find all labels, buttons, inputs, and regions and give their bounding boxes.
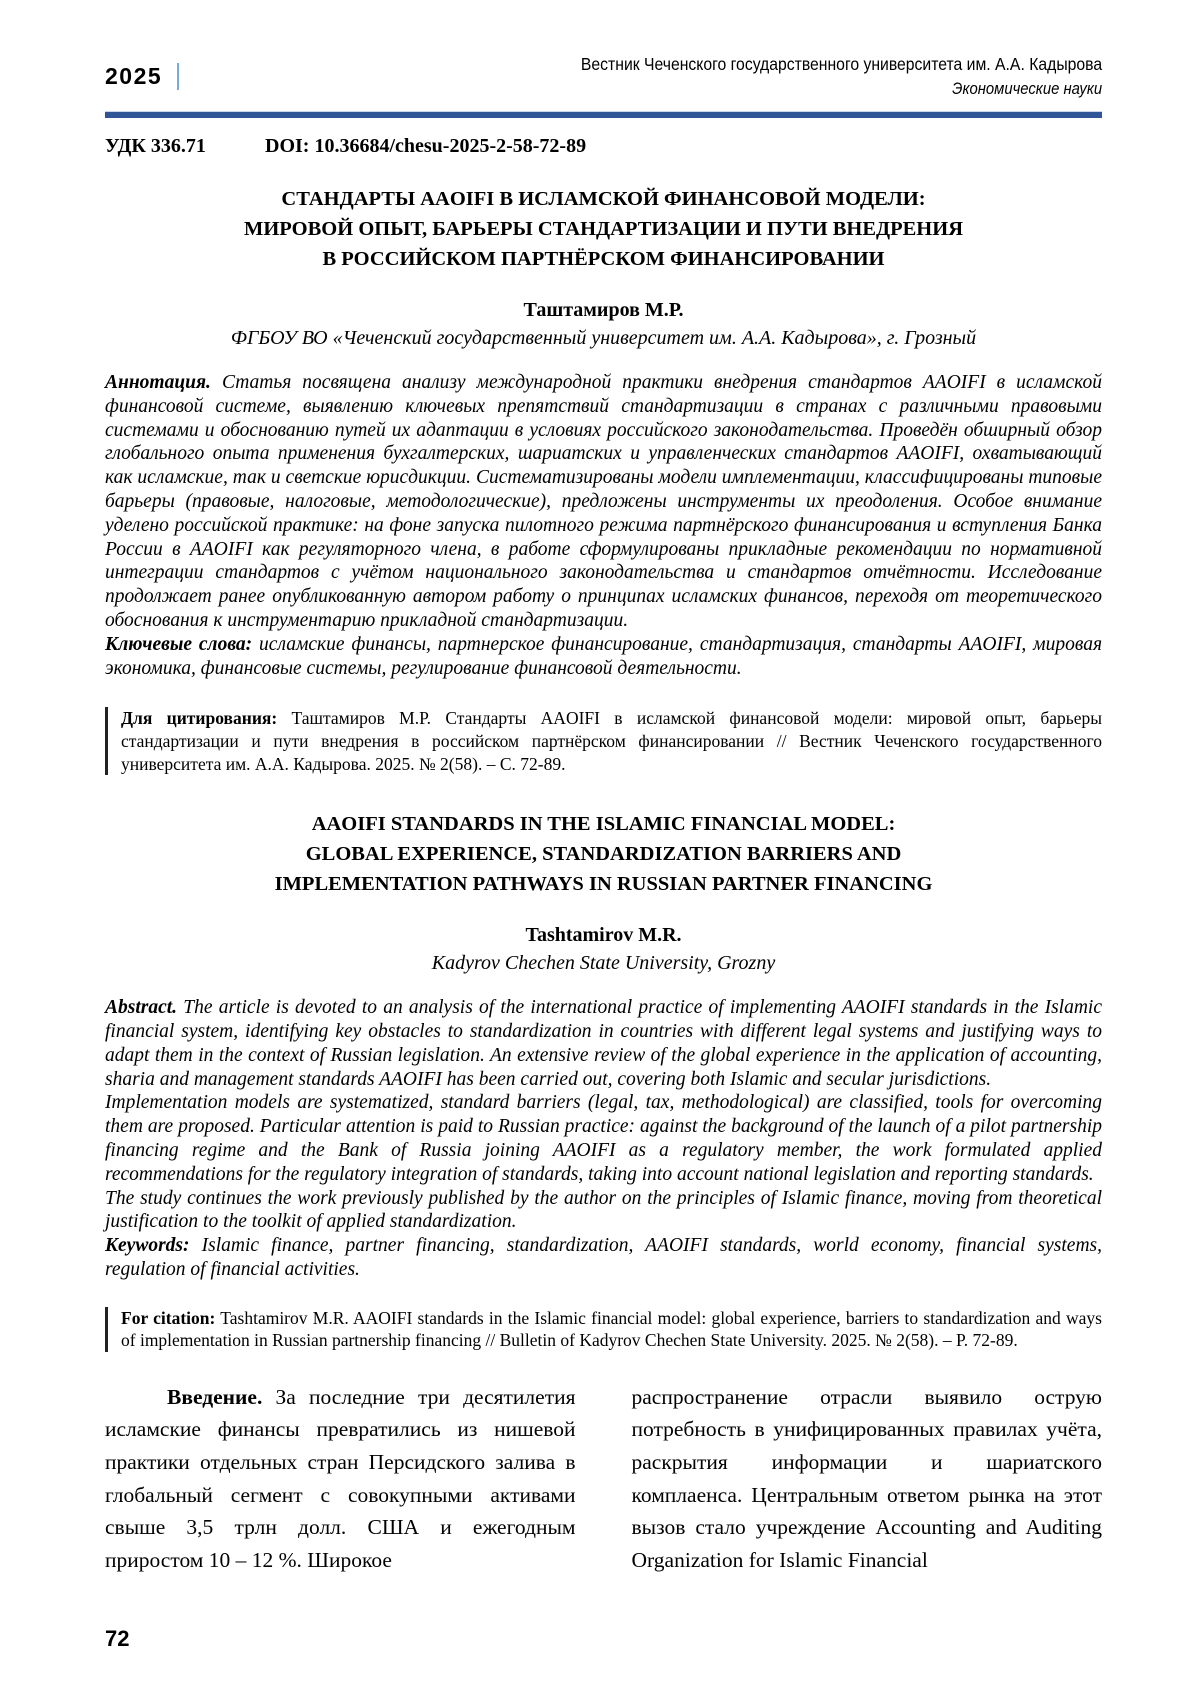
intro-label: Введение. xyxy=(167,1384,263,1409)
running-head xyxy=(105,54,1102,99)
meta-row xyxy=(105,135,1102,158)
abstract-en xyxy=(105,996,1102,1282)
journal-head xyxy=(581,54,1102,99)
keywords-en: Keywords: Islamic finance, partner financing, standardization, AAOIFI standards, world economy, financial systems, regulation of financial activities. xyxy=(105,1235,1102,1280)
author-en: Tashtamirov M.R. xyxy=(525,924,682,947)
body-paragraph-continued: распространение отрасли выявило острую потребность в унифицированных правилах учёта, раскрытия информации и шариатского комплаенса. Центральным ответом рынка на этот вызов стало учреждение Accounting and Auditing Organization for Islamic Financial xyxy=(631,1384,1102,1572)
doi-label: DOI: 10.36684/chesu-2025-2-58-72-89 xyxy=(265,135,587,157)
citation-ru-label: Для цитирования: xyxy=(121,708,278,729)
year-divider-bar xyxy=(177,63,179,90)
affiliation-en: Kadyrov Chechen State University, Grozny xyxy=(431,952,776,975)
affiliation-ru: ФГБОУ ВО «Чеченский государственный университет им. А.А. Кадырова», г. Грозный xyxy=(230,327,977,349)
abstract-en-p3: The study continues the work previously published by the author on the principles of Islamic finance, moving from theoretical justification to the toolkit of applied standardization. xyxy=(105,1187,1102,1233)
year-label: 2025 xyxy=(105,63,163,89)
keywords-ru: Ключевые слова: исламские финансы, партнерское финансирование, стандартизация, стандарты AAOIFI, мировая экономика, финансовые системы, регулирование финансовой деятельности. xyxy=(105,633,1103,679)
citation-ru: Для цитирования: Таштамиров М.Р. Стандарты AAOIFI в исламской финансовой модели: мировой опыт, барьеры стандартизации и пути внедрения в российском партнёрском финансировании // Вестник Чеченского государственного университета им. А.А. Кадырова. 2025. № 2(58). – С. 72-89. xyxy=(105,707,1102,775)
article-title-ru-line2: МИРОВОЙ ОПЫТ, БАРЬЕРЫ СТАНДАРТИЗАЦИИ И ПУТИ ВНЕДРЕНИЯ xyxy=(243,218,964,240)
citation-en: For citation: Tashtamirov M.R. AAOIFI standards in the Islamic financial model: global experience, barriers to standardization and ways of implementation in Russian partnership financing // Bulletin of Kadyrov Chechen State University. 2025. № 2(58). – P. 72-89. xyxy=(105,1307,1102,1352)
article-title-ru xyxy=(105,184,1102,274)
year-block xyxy=(105,63,179,90)
keywords-en-label: Keywords: xyxy=(105,1235,190,1257)
article-title-ru-line1: СТАНДАРТЫ AAOIFI В ИСЛАМСКОЙ ФИНАНСОВОЙ МОДЕЛИ: xyxy=(281,188,926,210)
abstract-ru-label: Аннотация. xyxy=(105,372,211,393)
header-rule xyxy=(105,111,1102,118)
journal-section: Экономические науки xyxy=(952,80,1102,98)
article-title-en-line1: AAOIFI STANDARDS IN THE ISLAMIC FINANCIAL MODEL: xyxy=(311,813,896,836)
article-title-en-line3: IMPLEMENTATION PATHWAYS IN RUSSIAN PARTNER FINANCING xyxy=(274,873,933,896)
article-title-en-line2: GLOBAL EXPERIENCE, STANDARDIZATION BARRIERS AND xyxy=(305,843,902,866)
body-columns xyxy=(105,1381,1102,1577)
abstract-en-p2: Implementation models are systematized, standard barriers (legal, tax, methodological) are classified, tools for overcoming them are proposed. Particular attention is paid to Russian practice: against the background of the launch of a pilot partnership financing regime and the Bank of Russia joining AAOIFI as a regulatory member, the work formulated applied recommendations for the regulatory integration of standards, taking into account national legislation and reporting standards. xyxy=(105,1092,1102,1185)
body-column-right xyxy=(632,1381,1103,1577)
keywords-ru-label: Ключевые слова: xyxy=(105,633,253,655)
article-title-en xyxy=(105,809,1102,899)
journal-title: Вестник Чеченского государственного университета им. А.А. Кадырова xyxy=(580,54,1102,74)
article-title-ru-line3: В РОССИЙСКОМ ПАРТНЁРСКОМ ФИНАНСИРОВАНИИ xyxy=(322,248,885,270)
udk-label: УДК 336.71 xyxy=(105,135,206,157)
citation-en-label: For citation: xyxy=(121,1307,216,1328)
author-ru: Таштамиров М.Р. xyxy=(523,299,684,321)
abstract-ru-text: Аннотация. Статья посвящена анализу международной практики внедрения стандартов AAOIFI в исламской финансовой системе, выявлению ключевых препятствий стандартизации в странах с различными правовыми системами и обоснованию путей их адаптации в условиях российского законодательства. Проведён обширный обзор глобального опыта применения бухгалтерских, шариатских и управленческих стандартов AAOIFI, охватывающий как исламские, так и светские юрисдикции. Систематизированы модели имплементации, классифицированы типовые барьеры (правовые, налоговые, методологические), предложены инструменты их преодоления. Особое внимание уделено российской практике: на фоне запуска пилотного режима партнёрского финансирования и вступления Банка России в AAOIFI как регуляторного члена, в работе сформулированы прикладные рекомендации по нормативной интеграции стандартов с учётом национального законодательства и стандартов отчётности. Исследование продолжает ранее опубликованную автором работу о принципах исламских финансов, переходя от теоретического обоснования к инструментарию прикладной стандартизации. xyxy=(105,372,1103,631)
page-number: 72 xyxy=(105,1626,130,1651)
abstract-en-label: Abstract. xyxy=(105,997,178,1019)
body-column-left xyxy=(105,1381,576,1577)
abstract-ru xyxy=(105,371,1102,680)
intro-paragraph: Введение. За последние три десятилетия исламские финансы превратились из нишевой практики отдельных стран Персидского залива в глобальный сегмент с совокупными активами свыше 3,5 трлн долл. США и ежегодным приростом 10 – 12 %. Широкое xyxy=(105,1384,576,1572)
abstract-en-p1: Abstract. The article is devoted to an analysis of the international practice of implementing AAOIFI standards in the Islamic financial system, identifying key obstacles to standardization in countries with different legal systems and justifying ways to adapt them in the context of Russian legislation. An extensive review of the global experience in the application of accounting, sharia and management standards AAOIFI has been carried out, covering both Islamic and secular jurisdictions. xyxy=(105,997,1103,1090)
